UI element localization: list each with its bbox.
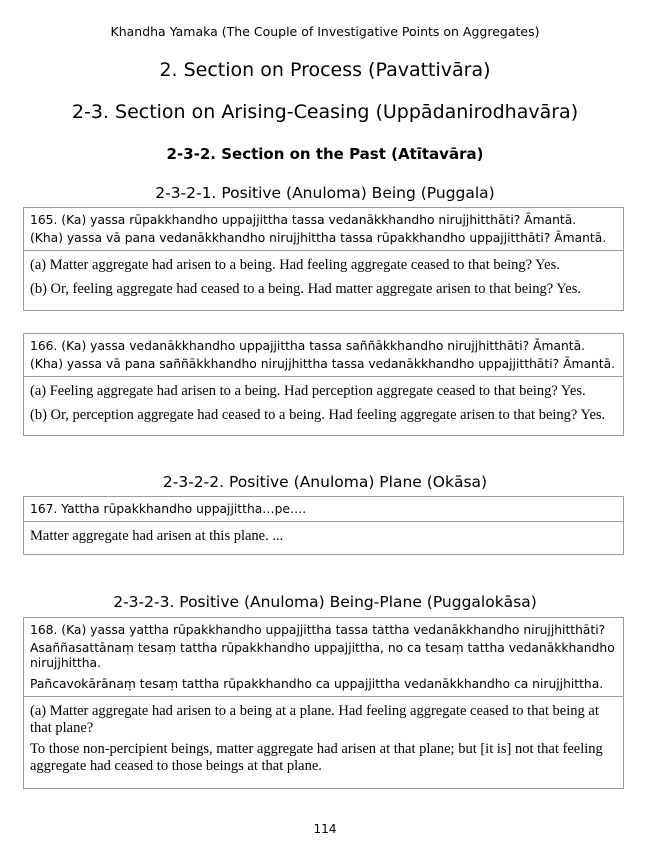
pali-text-block [24,334,623,377]
subsection-heading-being: 2-3-2-1. Positive (Anuloma) Being (Puggala) [155,184,495,202]
entry-box-168 [23,617,624,789]
english-line: (a) Feeling aggregate had arisen to a being. Had perception aggregate ceased to that being? Yes. [30,383,586,399]
pali-line: Asaññasattānaṃ tesaṃ tattha rūpakkhandho uppajjittha, no ca tesaṃ tattha vedanākkhandho nirujjhittha. [30,641,615,670]
subsection-heading-plane: 2-3-2-2. Positive (Anuloma) Plane (Okāsa) [162,473,488,491]
pali-line: 166. (Ka) yassa vedanākkhandho uppajjittha tassa saññākkhandho nirujjhitthāti? Āmantā. [30,339,586,353]
pali-line: (Kha) yassa vā pana saññākkhandho nirujjhittha tassa vedanākkhandho uppajjitthāti? Āmantā. [30,357,616,371]
english-translation-block [24,377,623,430]
page-number: 114 [313,822,337,836]
section-heading-past: 2-3-2. Section on the Past (Atītavāra) [166,145,484,163]
english-line: To those non-percipient beings, matter aggregate had arisen at that plane; but [it is] not that feeling aggregate had ceased to those beings at that plane. [30,741,603,774]
pali-line: 167. Yattha rūpakkhandho uppajjittha…pe…. [30,502,307,516]
english-line: (a) Matter aggregate had arisen to a being. Had feeling aggregate ceased to that being? Yes. [30,257,560,273]
section-heading-process: 2. Section on Process (Pavattivāra) [159,59,491,81]
pali-line: 165. (Ka) yassa rūpakkhandho uppajjittha tassa vedanākkhandho nirujjhitthāti? Āmantā. [30,213,577,227]
entry-box-165 [23,207,624,311]
subsection-heading-being-plane: 2-3-2-3. Positive (Anuloma) Being-Plane (Puggalokāsa) [113,593,537,611]
entry-box-166 [23,333,624,436]
english-translation-block [24,697,623,782]
pali-text-block [24,497,623,522]
english-line: Matter aggregate had arisen at this plane. ... [30,528,284,544]
entry-box-167 [23,496,624,555]
pali-line: 168. (Ka) yassa yattha rūpakkhandho uppajjittha tassa tattha vedanākkhandho nirujjhitthāti? [30,623,606,637]
pali-line: (Kha) yassa vā pana vedanākkhandho nirujjhittha tassa rūpakkhandho uppajjitthāti? Āmantā. [30,231,607,245]
section-heading-arising-ceasing: 2-3. Section on Arising-Ceasing (Uppādanirodhavāra) [71,101,579,123]
pali-line: Pañcavokārānaṃ tesaṃ tattha rūpakkhandho ca uppajjittha vedanākkhandho ca nirujjhittha. [30,677,604,691]
english-line: (a) Matter aggregate had arisen to a being at a plane. Had feeling aggregate ceased to that being at that plane? [30,703,599,736]
english-line: (b) Or, feeling aggregate had ceased to a being. Had matter aggregate arisen to that being? Yes. [30,281,582,297]
running-header: Khandha Yamaka (The Couple of Investigative Points on Aggregates) [110,24,540,39]
english-translation-block [24,522,623,551]
english-line: (b) Or, perception aggregate had ceased to a being. Had feeling aggregate arisen to that being? Yes. [30,407,606,423]
english-translation-block [24,251,623,304]
pali-text-block [24,618,623,697]
pali-text-block [24,208,623,251]
